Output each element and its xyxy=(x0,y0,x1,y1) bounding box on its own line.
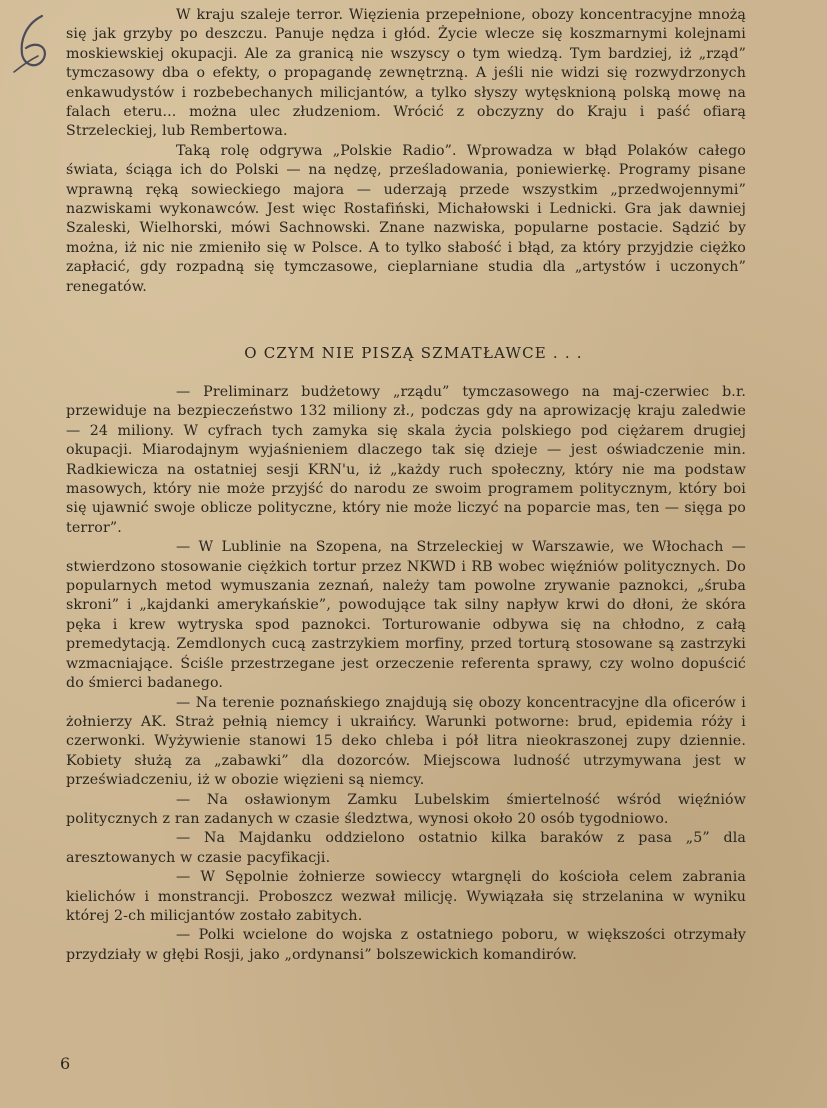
news-item: — W Lublinie na Szopena, na Strzeleckiej w Warszawie, we Włochach — stwierdzono stosowanie ciężkich tortur przez NKWD i RB wobec więźniów politycznych. Do popularnych metod wymuszania zeznań, należy tam powolne zrywanie paznokci, „śruba skroni” i „kajdanki amerykańskie”, powodujące tak silny napływ krwi do dłoni, że skóra pęka i krew wytryska spod paznokci. Torturowanie odbywa się na chłodno, z całą premedytacją. Zemdlonych cucą zastrzykiem morfiny, przed torturą stosowane są zastrzyki wzmacniające. Ściśle przestrzegane jest orzeczenie referenta sprawy, czy wolno dopuścić do śmierci badanego. xyxy=(66,539,746,692)
news-item: — Preliminarz budżetowy „rządu” tymczasowego na maj-czerwiec b.r. przewiduje na bezpieczeństwo 132 miliony zł., podczas gdy na aprowizację kraju zaledwie — 24 miliony. W cyfrach tych zamyka się skala życia polskiego pod ciężarem drugiej okupacji. Miarodajnym wyjaśnieniem dlaczego tak się dzieje — jest oświadczenie min. Radkiewicza na ostatniej sesji KRN'u, iż „każdy ruch społeczny, który nie ma podstaw masowych, który nie może przyjść do narodu ze swoim programem politycznym, który boi się ujawnić swoje oblicze polityczne, który nie może liczyć na poparcie mas, ten — sięga po terror”. xyxy=(66,384,746,536)
intro-section xyxy=(66,6,746,297)
news-item: — Na osławionym Zamku Lubelskim śmiertelność wśród więźniów politycznych z ran zadanych w czasie śledztwa, wynosi około 20 osób tygodniowo. xyxy=(66,791,746,827)
intro-paragraph: Taką rolę odgrywa „Polskie Radio”. Wprowadza w błąd Polaków całego świata, ściąga ich do Polski — na nędzę, prześladowania, poniewierkę. Programy pisane wprawną ręką sowieckiego majora — uderzają przede wszystkim „przedwojennymi” nazwiskami wykonawców. Jest więc Rostafiński, Michałowski i Lednicki. Gra jak dawniej Szaleski, Wielhorski, mówi Sachnowski. Znane nazwiska, popularne postacie. Sądzić by można, iż nic nie zmieniło się w Polsce. A to tylko słabość i błąd, za który przyjdzie ciężko zapłacić, gdy rozpadną się tymczasowe, cieplarniane studia dla „artystów i uczonych” renegatów. xyxy=(66,142,746,295)
intro-paragraph: W kraju szaleje terror. Więzienia przepełnione, obozy koncentracyjne mnożą się jak grzyby po deszczu. Panuje nędza i głód. Życie wlecze się koszmarnymi kolejnami moskiewskiej okupacji. Ale za granicą nie wszyscy o tym wiedzą. Tym bardziej, iż „rząd” tymczasowy dba o efekty, o propagandę zewnętrzną. A jeśli nie widzi się rozwydrzonych enkawudystów i rozbebechanych milicjantów, a tylko słyszy wytęsknioną polską mowę na falach eteru... można ulec złudzeniom. Wrócić z obczyzny do Kraju i paść ofiarą Strzeleckiej, lub Rembertowa. xyxy=(66,7,746,140)
news-item: — W Sępolnie żołnierze sowieccy wtargnęli do kościoła celem zabrania kielichów i monstrancji. Proboszcz wezwał milicję. Wywiązała się strzelanina w wyniku której 2-ch milicjantów zostało zabitych. xyxy=(66,869,746,924)
section-heading: O CZYM NIE PISZĄ SZMATŁAWCE . . . xyxy=(244,344,583,362)
news-item: — Na Majdanku oddzielono ostatnio kilka baraków z pasa „5” dla aresztowanych w czasie pacyfikacji. xyxy=(66,830,746,866)
handwritten-page-mark xyxy=(8,10,58,76)
news-section xyxy=(66,383,746,965)
news-item: — Na terenie poznańskiego znajdują się obozy koncentracyjne dla oficerów i żołnierzy AK. Straż pełnią niemcy i ukraińcy. Warunki potworne: brud, epidemia róży i czerwonki. Wyżywienie stanowi 15 deko chleba i pół litra nieokraszonej zupy dziennie. Kobiety służą za „zabawki” dla dozorców. Miejscowa ludność utrzymywana jest w przeświadczeniu, iż w obozie więzieni są niemcy. xyxy=(66,694,746,789)
news-item: — Polki wcielone do wojska z ostatniego poboru, w większości otrzymały przydziały w głębi Rosji, jako „ordynansi” bolszewickich komandirów. xyxy=(66,927,746,963)
page-number: 6 xyxy=(60,1054,71,1073)
